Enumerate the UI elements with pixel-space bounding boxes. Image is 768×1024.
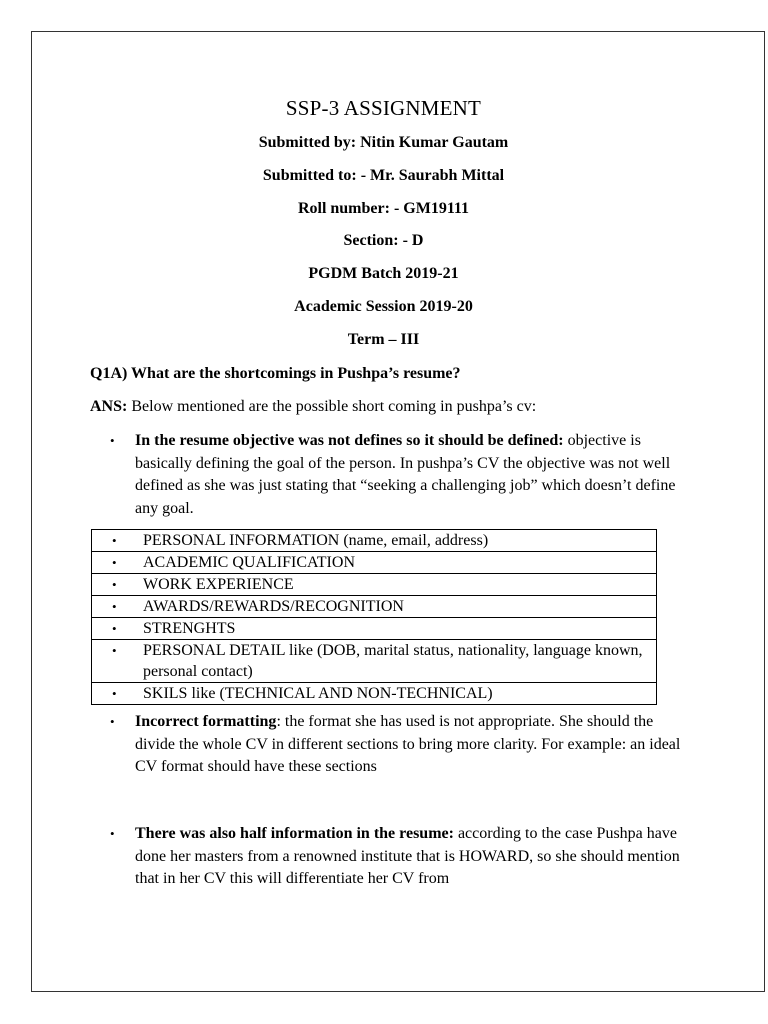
bullet-formatting-heading: Incorrect formatting (135, 713, 277, 730)
batch: PGDM Batch 2019-21 (308, 265, 459, 282)
term: Term – III (347, 331, 420, 348)
table-cell: STRENGHTS (143, 620, 236, 637)
section: Section: - D (343, 232, 424, 249)
bullet-half-information (110, 823, 690, 891)
bullet-objective (110, 430, 690, 520)
cv-sections-table (91, 529, 657, 705)
answer-intro-text: Below mentioned are the possible short coming in pushpa’s cv: (127, 398, 537, 415)
bullet-formatting (110, 711, 690, 779)
table-row (92, 530, 657, 552)
bullet-icon: • (110, 433, 115, 448)
academic-session: Academic Session 2019-20 (294, 298, 473, 315)
answer-label: ANS: (90, 398, 128, 415)
bullet-objective-text: objective is basically defining the goal of the person. In pushpa’s CV the objective was not well defined as she was just stating that “seeking a challenging job” which doesn’t define any goal. (135, 432, 676, 517)
table-cell: SKILS like (TECHNICAL AND NON-TECHNICAL) (143, 685, 493, 702)
bullet-half-information-text: according to the case Pushpa have done her masters from a renowned institute that is HOWARD, so she should mention that in her CV this will differentiate her CV from (135, 825, 680, 887)
table-cell: WORK EXPERIENCE (143, 576, 294, 593)
bullet-icon: • (112, 686, 117, 701)
submitted-to: Submitted to: - Mr. Saurabh Mittal (262, 167, 505, 184)
table-row (92, 552, 657, 574)
table-row (92, 640, 657, 683)
table-cell: AWARDS/REWARDS/RECOGNITION (143, 598, 404, 615)
document-title: SSP-3 ASSIGNMENT (285, 96, 482, 120)
table-cell: PERSONAL DETAIL like (DOB, marital status, nationality, language known, personal contact) (143, 642, 643, 680)
question-heading: Q1A) What are the shortcomings in Pushpa’s resume? (90, 365, 461, 382)
bullet-half-information-heading: There was also half information in the resume: (135, 825, 454, 842)
bullet-icon: • (112, 621, 117, 636)
answer-intro (90, 398, 536, 416)
bullet-icon: • (112, 555, 117, 570)
bullet-formatting-text: : the format she has used is not appropriate. She should the divide the whole CV in different sections to bring more clarity. For example: an ideal CV format should have these sections (135, 713, 681, 775)
table-row (92, 574, 657, 596)
bullet-icon: • (110, 714, 115, 729)
bullet-icon: • (112, 599, 117, 614)
bullet-icon: • (112, 643, 117, 658)
table-row (92, 618, 657, 640)
bullet-icon: • (112, 577, 117, 592)
table-row (92, 683, 657, 705)
bullet-icon: • (112, 533, 117, 548)
table-cell: ACADEMIC QUALIFICATION (143, 554, 355, 571)
table-row (92, 596, 657, 618)
roll-number: Roll number: - GM19111 (297, 200, 470, 217)
bullet-icon: • (110, 826, 115, 841)
table-cell: PERSONAL INFORMATION (name, email, address) (143, 532, 489, 549)
bullet-objective-heading: In the resume objective was not defines so it should be defined: (135, 432, 564, 449)
submitted-by: Submitted by: Nitin Kumar Gautam (258, 134, 509, 151)
